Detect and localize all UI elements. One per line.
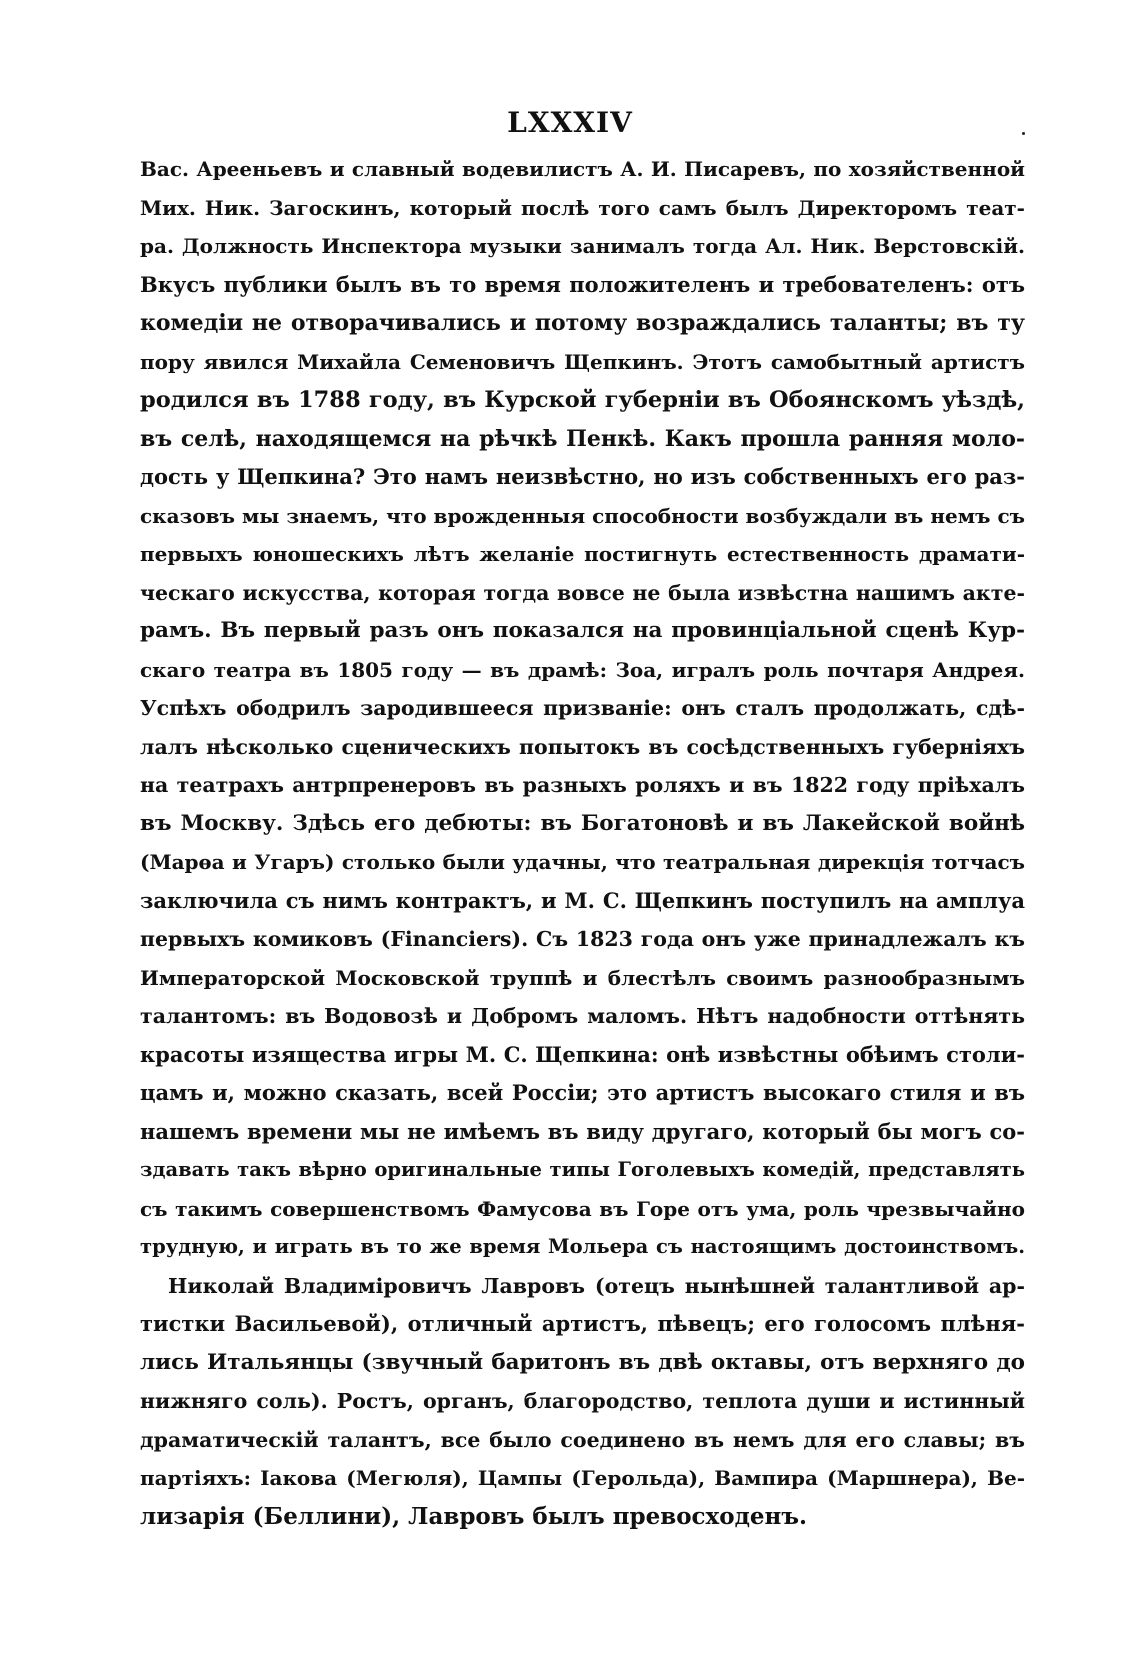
text-line: красоты изящества игры М. С. Щепкина: онѣ извѣстны обѣимъ столи- — [140, 1041, 1025, 1067]
text-line: (Марѳа и Угаръ) столько были удачны, что театральная дирекція тотчасъ — [140, 850, 1025, 874]
text-line: заключила съ нимъ контрактъ, и М. С. Щепкинъ поступилъ на амплуа — [140, 887, 1025, 913]
text-line: на театрахъ антрпренеровъ въ разныхъ роляхъ и въ 1822 году пріѣхалъ — [140, 773, 1025, 797]
text-line: тистки Васильевой), отличный артистъ, пѣвецъ; его голосомъ плѣня- — [140, 1311, 1025, 1336]
text-line: партіяхъ: Іакова (Мегюля), Цампы (Герольда), Вампира (Маршнера), Ве- — [140, 1466, 1025, 1490]
text-line: лись Итальянцы (звучный баритонъ въ двѣ октавы, отъ верхняго до — [140, 1349, 1025, 1375]
text-line: нашемъ времени мы не имѣемъ въ виду другаго, который бы могъ со- — [140, 1118, 1025, 1144]
text-line: сказовъ мы знаемъ, что врожденныя способности возбуждали въ немъ съ — [140, 503, 1025, 528]
text-line: ческаго искусства, которая тогда вовсе не была извѣстна нашимъ акте- — [140, 580, 1025, 605]
text-line: въ селѣ, находящемся на рѣчкѣ Пенкѣ. Какъ прошла ранняя моло- — [140, 425, 1025, 452]
text-line: драматическій талантъ, все было соединено въ немъ для его славы; въ — [140, 1427, 1025, 1452]
text-line: пору явился Михайла Семеновичъ Щепкинъ. Этотъ самобытный артистъ — [140, 349, 1025, 374]
text-line: нижняго соль). Ростъ, органъ, благородство, теплота души и истинный — [140, 1389, 1025, 1413]
text-line: въ Москву. Здѣсь его дебюты: въ Богатоновѣ и въ Лакейской войнѣ — [140, 810, 1025, 836]
text-line: трудную, и играть въ то же время Мольера съ настоящимъ достоинствомъ. — [140, 1235, 1025, 1258]
text-line: скаго театра въ 1805 году — въ драмѣ: Зоа, игралъ роль почтаря Андрея. — [140, 657, 1025, 682]
text-line: рамъ. Въ первый разъ онъ показался на провинціальной сценѣ Кур- — [140, 618, 1025, 643]
text-line: Вкусъ публики былъ въ то время положителенъ и требователенъ: отъ — [140, 271, 1025, 297]
text-line: дость у Щепкина? Это намъ неизвѣстно, но изъ собственныхъ его раз- — [140, 464, 1025, 489]
print-speck — [1022, 132, 1025, 135]
page-text — [140, 150, 1025, 1536]
text-line: Вас. Арееньевъ и славный водевилистъ А. И. Писаревъ, по хозяйственной — [140, 157, 1025, 181]
text-line: цамъ и, можно сказать, всей Россіи; это артистъ высокаго стиля и въ — [140, 1080, 1025, 1105]
text-line: комедіи не отворачивались и потому возраждались таланты; въ ту — [140, 310, 1025, 336]
text-line: ра. Должность Инспектора музыки занималъ тогда Ал. Ник. Верстовскій. — [140, 234, 1025, 258]
text-line: первыхъ юношескихъ лѣтъ желаніе постигнуть естественность драмати- — [140, 542, 1025, 566]
text-line: съ такимъ совершенствомъ Фамусова въ Горе отъ ума, роль чрезвычайно — [140, 1196, 1025, 1221]
text-line: талантомъ: въ Водовозѣ и Добромъ маломъ. Нѣтъ надобности оттѣнять — [140, 1004, 1025, 1028]
text-line: Мих. Ник. Загоскинъ, который послѣ того самъ былъ Директоромъ теат- — [140, 195, 1025, 220]
text-line: первыхъ комиковъ (Financiers). Съ 1823 года онъ уже принадлежалъ къ — [140, 927, 1025, 951]
text-line: здавать такъ вѣрно оригинальные типы Гоголевыхъ комедій, представлять — [140, 1158, 1025, 1181]
page-number: LXXXIV — [507, 106, 633, 139]
text-line: Императорской Московской труппѣ и блестѣлъ своимъ разнообразнымъ — [140, 965, 1025, 990]
text-line-last: лизарія (Беллини), Лавровъ былъ превосходенъ. — [140, 1502, 808, 1530]
text-line: лалъ нѣсколько сценическихъ попытокъ въ сосѣдственныхъ губерніяхъ — [140, 734, 1025, 759]
text-line: родился въ 1788 году, въ Курской губерніи въ Обоянскомъ уѣздѣ, — [140, 387, 1025, 413]
paragraph-start-line: Николай Владиміровичъ Лавровъ (отецъ нынѣшней талантливой ар- — [168, 1273, 1025, 1298]
text-line: Успѣхъ ободрилъ зародившееся призваніе: онъ сталъ продолжать, сдѣ- — [140, 696, 1025, 720]
